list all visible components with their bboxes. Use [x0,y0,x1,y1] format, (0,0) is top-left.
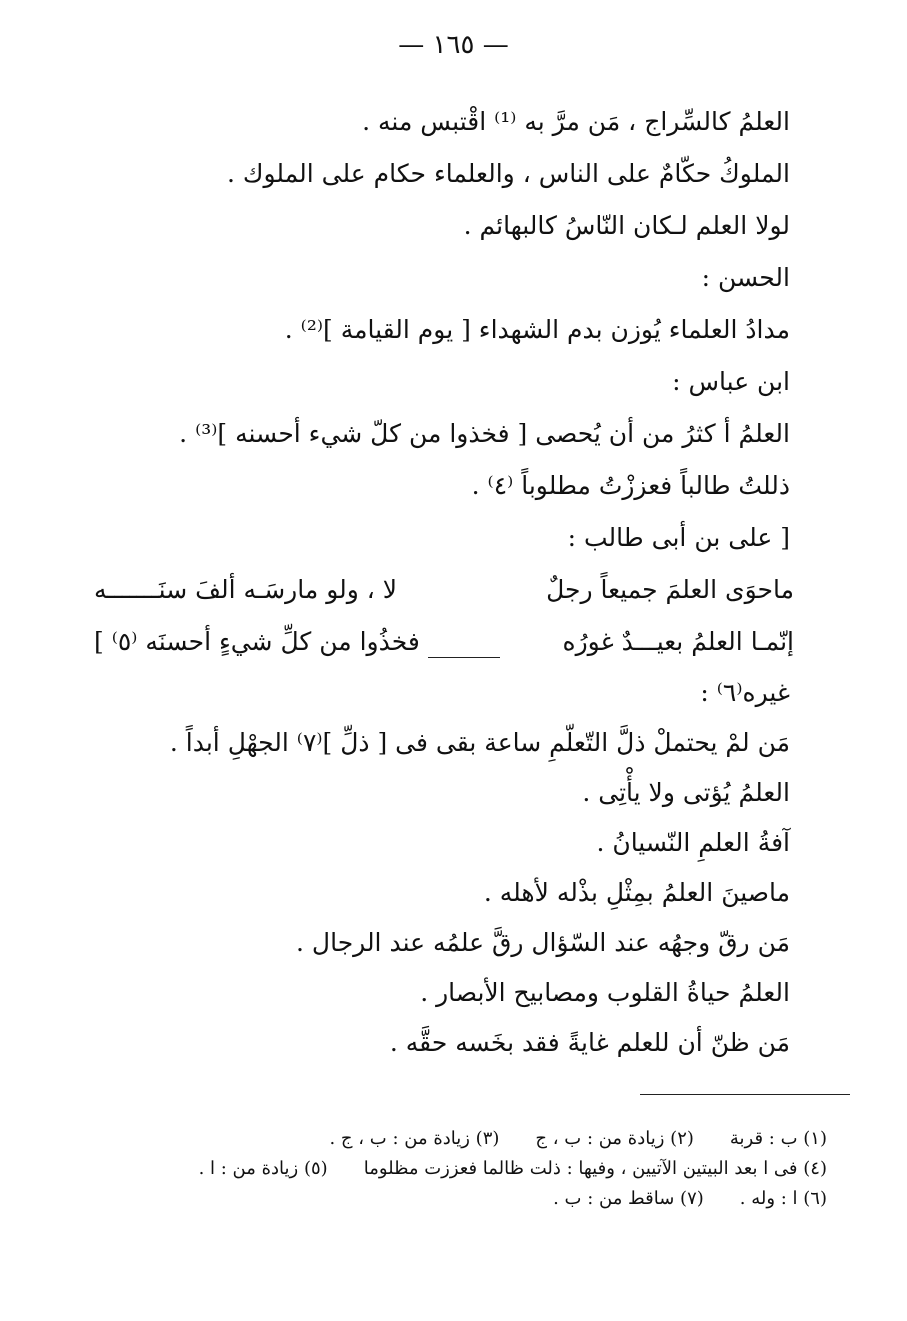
text-line: ذللتُ طالباً فعززْتُ مطلوباً ⁽٤⁾ . [471,471,790,500]
poem-verse [94,564,794,616]
text-line: العلمُ حياةُ القلوب ومصابيح الأبصار . [420,978,790,1007]
main-text [94,96,794,1068]
text-line: ماصينَ العلمُ بمِثْلِ بذْله لأهله . [483,878,790,907]
page-number: — ١٦٥ — [398,30,509,60]
verse-second-hemistich: فخذُوا من كلِّ شيءٍ أحسنَه ⁽٥⁾ ] [94,627,420,656]
footnote-divider [640,1094,850,1095]
speaker-heading: غيره⁽٦⁾ : [700,678,790,707]
speaker-heading: ابن عباس : [672,367,790,396]
text-line: مَن رقّ وجهُه عند السّؤال رقَّ علمُه عند الرجال . [296,928,790,957]
footnote-row [177,1184,827,1214]
text-line: العلمُ أ كثرُ من أن يُحصى [ فخذوا من كلّ شيء أحسنه ]⁽³⁾ . [179,419,790,448]
footnote: (٧) ساقط من : ب . [553,1188,704,1209]
section-divider [428,657,500,658]
footnote: (٢) زيادة من : ب ، ج [535,1128,694,1149]
text-line: الملوكُ حكّامٌ على الناس ، والعلماء حكام على الملوك . [227,159,790,188]
footnote: (٥) زيادة من : ا . [198,1158,328,1179]
footnote-row [177,1154,827,1184]
footnote: (٦) ا : وله . [739,1188,827,1209]
footnote: (٤) فى ا بعد البيتين الآتيين ، وفيها : ذلت ظالما فعززت مظلوما [363,1158,827,1179]
text-line: مَن ظنّ أن للعلم غايةً فقد بخَسه حقَّه . [389,1028,790,1057]
text-line: العلمُ يُؤتى ولا يأْتِى . [582,778,790,807]
text-line: العلمُ كالسِّراج ، مَن مرَّ به ⁽¹⁾ اقْتبس منه . [362,107,790,136]
speaker-heading: [ على بن أبى طالب : [567,523,790,552]
text-line: لولا العلم لـكان النّاسُ كالبهائم . [463,211,790,240]
footnote: (٣) زيادة من : ب ، ج . [329,1128,500,1149]
footnotes [177,1124,827,1214]
text-line: مدادُ العلماء يُوزن بدم الشهداء [ يوم القيامة ]⁽²⁾ . [284,315,790,344]
footnote-row [177,1124,827,1154]
verse-second-hemistich: لا ، ولو مارسَـه ألفَ سنَـــــــه [94,575,398,604]
text-line: مَن لمْ يحتملْ ذلَّ التّعلّمِ ساعة بقى فى [ ذلِّ ]⁽٧⁾ الجهْلِ أبداً . [169,728,790,757]
verse-first-hemistich: إنّمـا العلمُ بعيـــدٌ غورُه [562,627,794,656]
text-line: آفةُ العلمِ النّسيانُ . [596,828,790,857]
poem-verse [94,616,794,668]
footnote: (١) ب : قربة [729,1128,827,1149]
speaker-heading: الحسن : [701,263,790,292]
verse-first-hemistich: ماحوَى العلمَ جميعاً رجلٌ [546,575,794,604]
